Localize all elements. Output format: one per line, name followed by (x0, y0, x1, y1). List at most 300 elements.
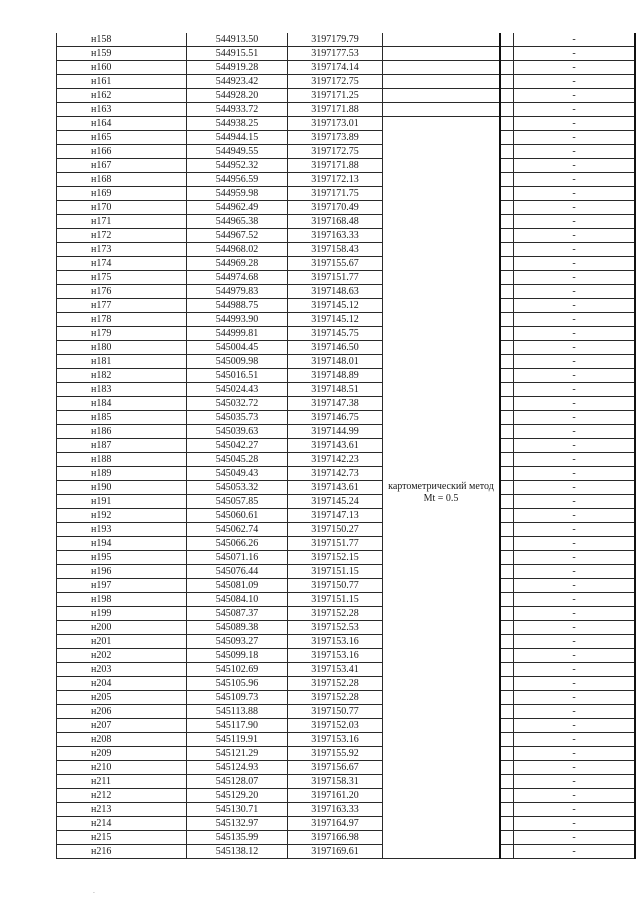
blank-cell (500, 229, 514, 243)
point-id-cell: н196 (57, 565, 187, 579)
accuracy-cell: - (514, 355, 636, 369)
blank-cell (500, 579, 514, 593)
point-id-cell: н171 (57, 215, 187, 229)
y-coordinate-cell: 3197155.92 (288, 747, 383, 761)
blank-cell (500, 663, 514, 677)
table-row (57, 565, 636, 579)
accuracy-cell: - (514, 397, 636, 411)
table-row (57, 635, 636, 649)
blank-cell (500, 355, 514, 369)
y-coordinate-cell: 3197172.13 (288, 173, 383, 187)
table-row (57, 467, 636, 481)
blank-cell (500, 705, 514, 719)
blank-cell (500, 299, 514, 313)
blank-cell (500, 243, 514, 257)
table-row (57, 705, 636, 719)
y-coordinate-cell: 3197142.23 (288, 453, 383, 467)
table-row (57, 411, 636, 425)
accuracy-cell: - (514, 61, 636, 75)
x-coordinate-cell: 545045.28 (187, 453, 288, 467)
blank-cell (500, 271, 514, 285)
point-id-cell: н187 (57, 439, 187, 453)
blank-cell (500, 397, 514, 411)
x-coordinate-cell: 545130.71 (187, 803, 288, 817)
blank-cell (500, 621, 514, 635)
blank-cell (500, 103, 514, 117)
table-row (57, 89, 636, 103)
accuracy-cell: - (514, 75, 636, 89)
point-id-cell: н210 (57, 761, 187, 775)
x-coordinate-cell: 545084.10 (187, 593, 288, 607)
x-coordinate-cell: 545105.96 (187, 677, 288, 691)
accuracy-cell: - (514, 299, 636, 313)
point-id-cell: н200 (57, 621, 187, 635)
accuracy-cell: - (514, 341, 636, 355)
accuracy-cell: - (514, 103, 636, 117)
point-id-cell: н165 (57, 131, 187, 145)
table-row (57, 145, 636, 159)
y-coordinate-cell: 3197171.88 (288, 159, 383, 173)
accuracy-cell: - (514, 229, 636, 243)
y-coordinate-cell: 3197179.79 (288, 33, 383, 47)
point-id-cell: н198 (57, 593, 187, 607)
point-id-cell: н167 (57, 159, 187, 173)
accuracy-cell: - (514, 719, 636, 733)
blank-cell (500, 803, 514, 817)
blank-cell (500, 565, 514, 579)
y-coordinate-cell: 3197150.27 (288, 523, 383, 537)
y-coordinate-cell: 3197152.15 (288, 551, 383, 565)
table-row (57, 845, 636, 859)
x-coordinate-cell: 545113.88 (187, 705, 288, 719)
table-row (57, 159, 636, 173)
x-coordinate-cell: 544962.49 (187, 201, 288, 215)
blank-cell (500, 775, 514, 789)
table-row (57, 201, 636, 215)
blank-cell (500, 551, 514, 565)
point-id-cell: н201 (57, 635, 187, 649)
x-coordinate-cell: 544923.42 (187, 75, 288, 89)
y-coordinate-cell: 3197152.28 (288, 691, 383, 705)
blank-cell (500, 691, 514, 705)
point-id-cell: н169 (57, 187, 187, 201)
x-coordinate-cell: 545102.69 (187, 663, 288, 677)
accuracy-cell: - (514, 789, 636, 803)
y-coordinate-cell: 3197148.89 (288, 369, 383, 383)
y-coordinate-cell: 3197152.53 (288, 621, 383, 635)
accuracy-cell: - (514, 649, 636, 663)
blank-cell (500, 313, 514, 327)
blank-cell (500, 733, 514, 747)
table-row (57, 341, 636, 355)
x-coordinate-cell: 544967.52 (187, 229, 288, 243)
point-id-cell: н175 (57, 271, 187, 285)
table-row (57, 593, 636, 607)
x-coordinate-cell: 544938.25 (187, 117, 288, 131)
x-coordinate-cell: 545135.99 (187, 831, 288, 845)
accuracy-cell: - (514, 537, 636, 551)
blank-cell (500, 481, 514, 495)
blank-cell (500, 89, 514, 103)
y-coordinate-cell: 3197169.61 (288, 845, 383, 859)
blank-cell (500, 285, 514, 299)
x-coordinate-cell: 545035.73 (187, 411, 288, 425)
blank-cell (500, 173, 514, 187)
point-id-cell: н177 (57, 299, 187, 313)
blank-cell (500, 635, 514, 649)
table-row (57, 75, 636, 89)
table-row (57, 537, 636, 551)
accuracy-cell: - (514, 159, 636, 173)
point-id-cell: н216 (57, 845, 187, 859)
x-coordinate-cell: 545087.37 (187, 607, 288, 621)
blank-cell (500, 593, 514, 607)
x-coordinate-cell: 545081.09 (187, 579, 288, 593)
y-coordinate-cell: 3197143.61 (288, 439, 383, 453)
accuracy-cell: - (514, 33, 636, 47)
accuracy-cell: - (514, 831, 636, 845)
blank-cell (500, 761, 514, 775)
method-cell-upper (383, 47, 501, 61)
accuracy-cell: - (514, 607, 636, 621)
table-row (57, 523, 636, 537)
y-coordinate-cell: 3197152.03 (288, 719, 383, 733)
y-coordinate-cell: 3197150.77 (288, 705, 383, 719)
x-coordinate-cell: 545016.51 (187, 369, 288, 383)
x-coordinate-cell: 545089.38 (187, 621, 288, 635)
y-coordinate-cell: 3197148.01 (288, 355, 383, 369)
table-row (57, 383, 636, 397)
table-row (57, 173, 636, 187)
blank-cell (500, 425, 514, 439)
y-coordinate-cell: 3197158.31 (288, 775, 383, 789)
accuracy-cell: - (514, 565, 636, 579)
accuracy-cell: - (514, 467, 636, 481)
table-row (57, 495, 636, 509)
x-coordinate-cell: 544968.02 (187, 243, 288, 257)
accuracy-cell: - (514, 845, 636, 859)
x-coordinate-cell: 545062.74 (187, 523, 288, 537)
point-id-cell: н207 (57, 719, 187, 733)
x-coordinate-cell: 545042.27 (187, 439, 288, 453)
table-row (57, 397, 636, 411)
table-row (57, 607, 636, 621)
x-coordinate-cell: 545049.43 (187, 467, 288, 481)
table-row (57, 355, 636, 369)
x-coordinate-cell: 545066.26 (187, 537, 288, 551)
accuracy-cell: - (514, 523, 636, 537)
point-id-cell: н168 (57, 173, 187, 187)
accuracy-cell: - (514, 579, 636, 593)
x-coordinate-cell: 544969.28 (187, 257, 288, 271)
x-coordinate-cell: 544919.28 (187, 61, 288, 75)
accuracy-cell: - (514, 453, 636, 467)
accuracy-cell: - (514, 593, 636, 607)
x-coordinate-cell: 545093.27 (187, 635, 288, 649)
blank-cell (500, 453, 514, 467)
table-row (57, 621, 636, 635)
point-id-cell: н213 (57, 803, 187, 817)
blank-cell (500, 719, 514, 733)
accuracy-cell: - (514, 439, 636, 453)
table-row (57, 677, 636, 691)
x-coordinate-cell: 545129.20 (187, 789, 288, 803)
blank-cell (500, 187, 514, 201)
table-row (57, 775, 636, 789)
point-id-cell: н164 (57, 117, 187, 131)
accuracy-cell: - (514, 369, 636, 383)
accuracy-cell: - (514, 145, 636, 159)
blank-cell (500, 215, 514, 229)
table-row (57, 817, 636, 831)
x-coordinate-cell: 544915.51 (187, 47, 288, 61)
accuracy-cell: - (514, 733, 636, 747)
y-coordinate-cell: 3197147.13 (288, 509, 383, 523)
blank-cell (500, 327, 514, 341)
accuracy-cell: - (514, 411, 636, 425)
table-row (57, 551, 636, 565)
accuracy-cell: - (514, 243, 636, 257)
method-cell-upper (383, 103, 501, 117)
y-coordinate-cell: 3197171.25 (288, 89, 383, 103)
x-coordinate-cell: 545024.43 (187, 383, 288, 397)
accuracy-cell: - (514, 481, 636, 495)
point-id-cell: н194 (57, 537, 187, 551)
blank-cell (500, 677, 514, 691)
y-coordinate-cell: 3197153.16 (288, 635, 383, 649)
accuracy-cell: - (514, 425, 636, 439)
table-row (57, 439, 636, 453)
x-coordinate-cell: 544952.32 (187, 159, 288, 173)
y-coordinate-cell: 3197164.97 (288, 817, 383, 831)
table-row (57, 243, 636, 257)
table-row (57, 33, 636, 47)
point-id-cell: н191 (57, 495, 187, 509)
x-coordinate-cell: 544949.55 (187, 145, 288, 159)
accuracy-cell: - (514, 495, 636, 509)
table-row (57, 299, 636, 313)
table-row (57, 215, 636, 229)
blank-cell (500, 131, 514, 145)
point-id-cell: н214 (57, 817, 187, 831)
accuracy-cell: - (514, 663, 636, 677)
y-coordinate-cell: 3197147.38 (288, 397, 383, 411)
point-id-cell: н161 (57, 75, 187, 89)
x-coordinate-cell: 545099.18 (187, 649, 288, 663)
blank-cell (500, 341, 514, 355)
point-id-cell: н172 (57, 229, 187, 243)
y-coordinate-cell: 3197148.63 (288, 285, 383, 299)
accuracy-cell: - (514, 803, 636, 817)
point-id-cell: н163 (57, 103, 187, 117)
table-row (57, 831, 636, 845)
y-coordinate-cell: 3197146.50 (288, 341, 383, 355)
y-coordinate-cell: 3197163.33 (288, 803, 383, 817)
point-id-cell: н170 (57, 201, 187, 215)
accuracy-cell: - (514, 817, 636, 831)
point-id-cell: н193 (57, 523, 187, 537)
x-coordinate-cell: 544959.98 (187, 187, 288, 201)
x-coordinate-cell: 545039.63 (187, 425, 288, 439)
y-coordinate-cell: 3197161.20 (288, 789, 383, 803)
y-coordinate-cell: 3197171.75 (288, 187, 383, 201)
x-coordinate-cell: 545009.98 (187, 355, 288, 369)
accuracy-cell: - (514, 327, 636, 341)
point-id-cell: н176 (57, 285, 187, 299)
blank-cell (500, 817, 514, 831)
method-cell (383, 117, 501, 859)
y-coordinate-cell: 3197145.75 (288, 327, 383, 341)
y-coordinate-cell: 3197145.12 (288, 299, 383, 313)
table-row (57, 579, 636, 593)
x-coordinate-cell: 545128.07 (187, 775, 288, 789)
x-coordinate-cell: 545117.90 (187, 719, 288, 733)
table-row (57, 271, 636, 285)
y-coordinate-cell: 3197151.15 (288, 593, 383, 607)
blank-cell (500, 831, 514, 845)
accuracy-cell: - (514, 705, 636, 719)
x-coordinate-cell: 544944.15 (187, 131, 288, 145)
point-id-cell: н206 (57, 705, 187, 719)
point-id-cell: н202 (57, 649, 187, 663)
y-coordinate-cell: 3197148.51 (288, 383, 383, 397)
y-coordinate-cell: 3197143.61 (288, 481, 383, 495)
point-id-cell: н195 (57, 551, 187, 565)
x-coordinate-cell: 545057.85 (187, 495, 288, 509)
table-row (57, 425, 636, 439)
x-coordinate-cell: 545060.61 (187, 509, 288, 523)
method-cell-upper (383, 89, 501, 103)
blank-cell (500, 523, 514, 537)
blank-cell (500, 607, 514, 621)
accuracy-cell: - (514, 747, 636, 761)
y-coordinate-cell: 3197153.16 (288, 733, 383, 747)
y-coordinate-cell: 3197171.88 (288, 103, 383, 117)
point-id-cell: н180 (57, 341, 187, 355)
point-id-cell: н184 (57, 397, 187, 411)
point-id-cell: н203 (57, 663, 187, 677)
accuracy-cell: - (514, 635, 636, 649)
blank-cell (500, 201, 514, 215)
blank-cell (500, 75, 514, 89)
coordinates-sheet (56, 33, 576, 859)
accuracy-cell: - (514, 47, 636, 61)
blank-cell (500, 145, 514, 159)
blank-cell (500, 789, 514, 803)
x-coordinate-cell: 544993.90 (187, 313, 288, 327)
y-coordinate-cell: 3197156.67 (288, 761, 383, 775)
point-id-cell: н211 (57, 775, 187, 789)
accuracy-cell: - (514, 691, 636, 705)
point-id-cell: н174 (57, 257, 187, 271)
table-row (57, 285, 636, 299)
table-row (57, 229, 636, 243)
point-id-cell: н173 (57, 243, 187, 257)
blank-cell (500, 747, 514, 761)
x-coordinate-cell: 545132.97 (187, 817, 288, 831)
point-id-cell: н166 (57, 145, 187, 159)
point-id-cell: н204 (57, 677, 187, 691)
y-coordinate-cell: 3197172.75 (288, 75, 383, 89)
x-coordinate-cell: 544974.68 (187, 271, 288, 285)
y-coordinate-cell: 3197158.43 (288, 243, 383, 257)
point-id-cell: н158 (57, 33, 187, 47)
accuracy-cell: - (514, 677, 636, 691)
accuracy-cell: - (514, 313, 636, 327)
method-cell-upper (383, 61, 501, 75)
x-coordinate-cell: 545032.72 (187, 397, 288, 411)
x-coordinate-cell: 545124.93 (187, 761, 288, 775)
accuracy-cell: - (514, 117, 636, 131)
table-row (57, 327, 636, 341)
point-id-cell: н183 (57, 383, 187, 397)
x-coordinate-cell: 544913.50 (187, 33, 288, 47)
x-coordinate-cell: 545121.29 (187, 747, 288, 761)
point-id-cell: н192 (57, 509, 187, 523)
x-coordinate-cell: 544933.72 (187, 103, 288, 117)
x-coordinate-cell: 545076.44 (187, 565, 288, 579)
y-coordinate-cell: 3197151.15 (288, 565, 383, 579)
y-coordinate-cell: 3197166.98 (288, 831, 383, 845)
accuracy-cell: - (514, 761, 636, 775)
blank-cell (500, 467, 514, 481)
coordinates-table (56, 33, 636, 859)
x-coordinate-cell: 545109.73 (187, 691, 288, 705)
x-coordinate-cell: 544999.81 (187, 327, 288, 341)
point-id-cell: н190 (57, 481, 187, 495)
accuracy-cell: - (514, 271, 636, 285)
y-coordinate-cell: 3197172.75 (288, 145, 383, 159)
accuracy-cell: - (514, 257, 636, 271)
table-row (57, 61, 636, 75)
method-label: картометрический метод Mt = 0.5 (388, 480, 494, 504)
accuracy-cell: - (514, 775, 636, 789)
accuracy-cell: - (514, 285, 636, 299)
blank-cell (500, 495, 514, 509)
scan-speck: · (93, 890, 95, 897)
accuracy-cell: - (514, 89, 636, 103)
y-coordinate-cell: 3197152.28 (288, 607, 383, 621)
y-coordinate-cell: 3197163.33 (288, 229, 383, 243)
y-coordinate-cell: 3197145.24 (288, 495, 383, 509)
table-row (57, 803, 636, 817)
blank-cell (500, 61, 514, 75)
y-coordinate-cell: 3197155.67 (288, 257, 383, 271)
x-coordinate-cell: 544988.75 (187, 299, 288, 313)
x-coordinate-cell: 544928.20 (187, 89, 288, 103)
table-row (57, 719, 636, 733)
accuracy-cell: - (514, 131, 636, 145)
table-row (57, 509, 636, 523)
table-row (57, 257, 636, 271)
point-id-cell: н215 (57, 831, 187, 845)
table-row (57, 649, 636, 663)
y-coordinate-cell: 3197144.99 (288, 425, 383, 439)
blank-cell (500, 411, 514, 425)
point-id-cell: н205 (57, 691, 187, 705)
x-coordinate-cell: 544965.38 (187, 215, 288, 229)
y-coordinate-cell: 3197145.12 (288, 313, 383, 327)
table-row (57, 131, 636, 145)
point-id-cell: н212 (57, 789, 187, 803)
table-row (57, 103, 636, 117)
table-row (57, 691, 636, 705)
accuracy-cell: - (514, 201, 636, 215)
point-id-cell: н159 (57, 47, 187, 61)
accuracy-cell: - (514, 173, 636, 187)
point-id-cell: н185 (57, 411, 187, 425)
blank-cell (500, 257, 514, 271)
